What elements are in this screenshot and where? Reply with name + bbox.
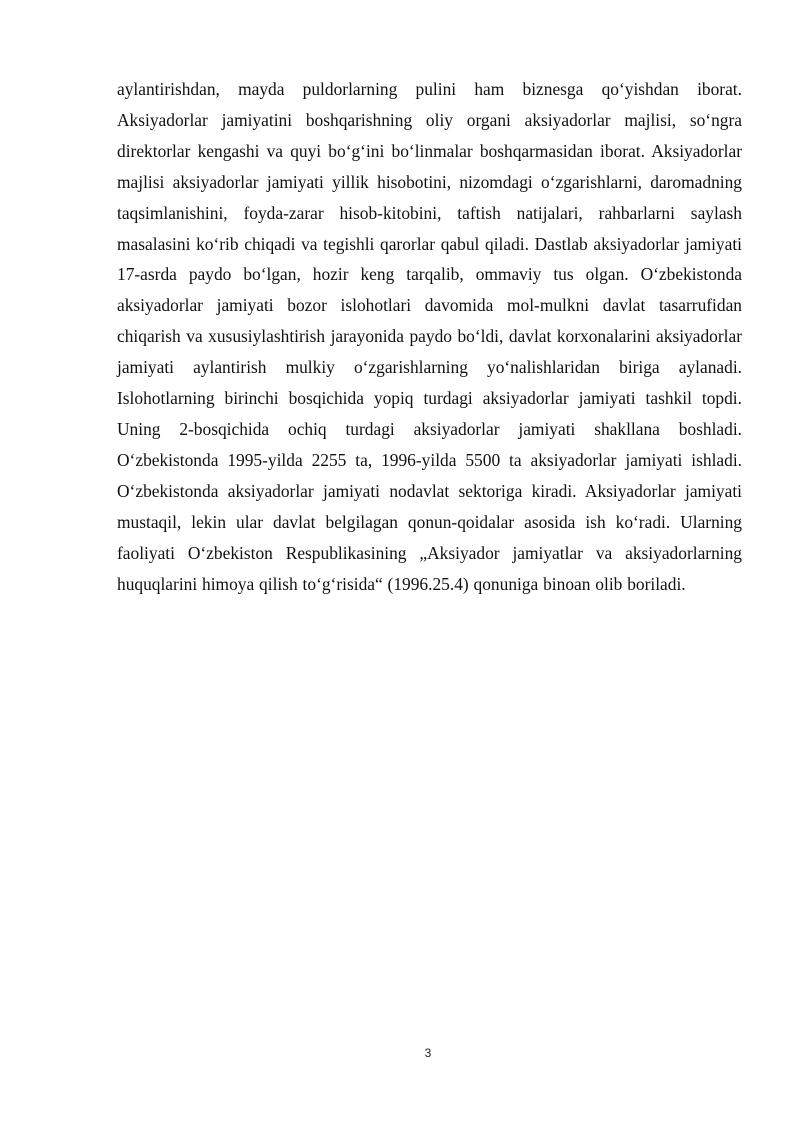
body-paragraph: aylantirishdan, mayda puldorlarning pulini ham biznesga qo‘yishdan iborat. Aksiyadorlar jamiyatini boshqarishning oliy organi aksiyadorlar majlisi, so‘ngra direktorlar kengashi va quyi bo‘g‘ini bo‘linmalar boshqarmasidan iborat. Aksiyadorlar majlisi aksiyadorlar jamiyati yillik hisobotini, nizomdagi o‘zgarishlarni, daromadning taqsimlanishini, foyda-zarar hisob-kitobini, taftish natijalari, rahbarlarni saylash masalasini ko‘rib chiqadi va tegishli qarorlar qabul qiladi. Dastlab aksiyadorlar jamiyati 17-asrda paydo bo‘lgan, hozir keng tarqalib, ommaviy tus olgan. O‘zbekistonda aksiyadorlar jamiyati bozor islohotlari davomida mol-mulkni davlat tasarrufidan chiqarish va xususiylashtirish jarayonida paydo bo‘ldi, davlat korxonalarini aksiyadorlar jamiyati aylantirish mulkiy o‘zgarishlarning yo‘nalishlaridan biriga aylanadi. Islohotlarning birinchi bosqichida yopiq turdagi aksiyadorlar jamiyati tashkil topdi. Uning 2-bosqichida ochiq turdagi aksiyadorlar jamiyati shakllana boshladi. O‘zbekistonda 1995-yilda 2255 ta, 1996-yilda 5500 ta aksiyadorlar jamiyati ishladi. O‘zbekistonda aksiyadorlar jamiyati nodavlat sektoriga kiradi. Aksiyadorlar jamiyati mustaqil, lekin ular davlat belgilagan qonun-qoidalar asosida ish ko‘radi. Ularning faoliyati O‘zbekiston Respublikasining „Aksiyador jamiyatlar va aksiyadorlarning huquqlarini himoya qilish to‘g‘risida“ (1996.25.4) qonuniga binoan olib boriladi.: [117, 79, 742, 594]
page-number: 3: [424, 1046, 432, 1060]
